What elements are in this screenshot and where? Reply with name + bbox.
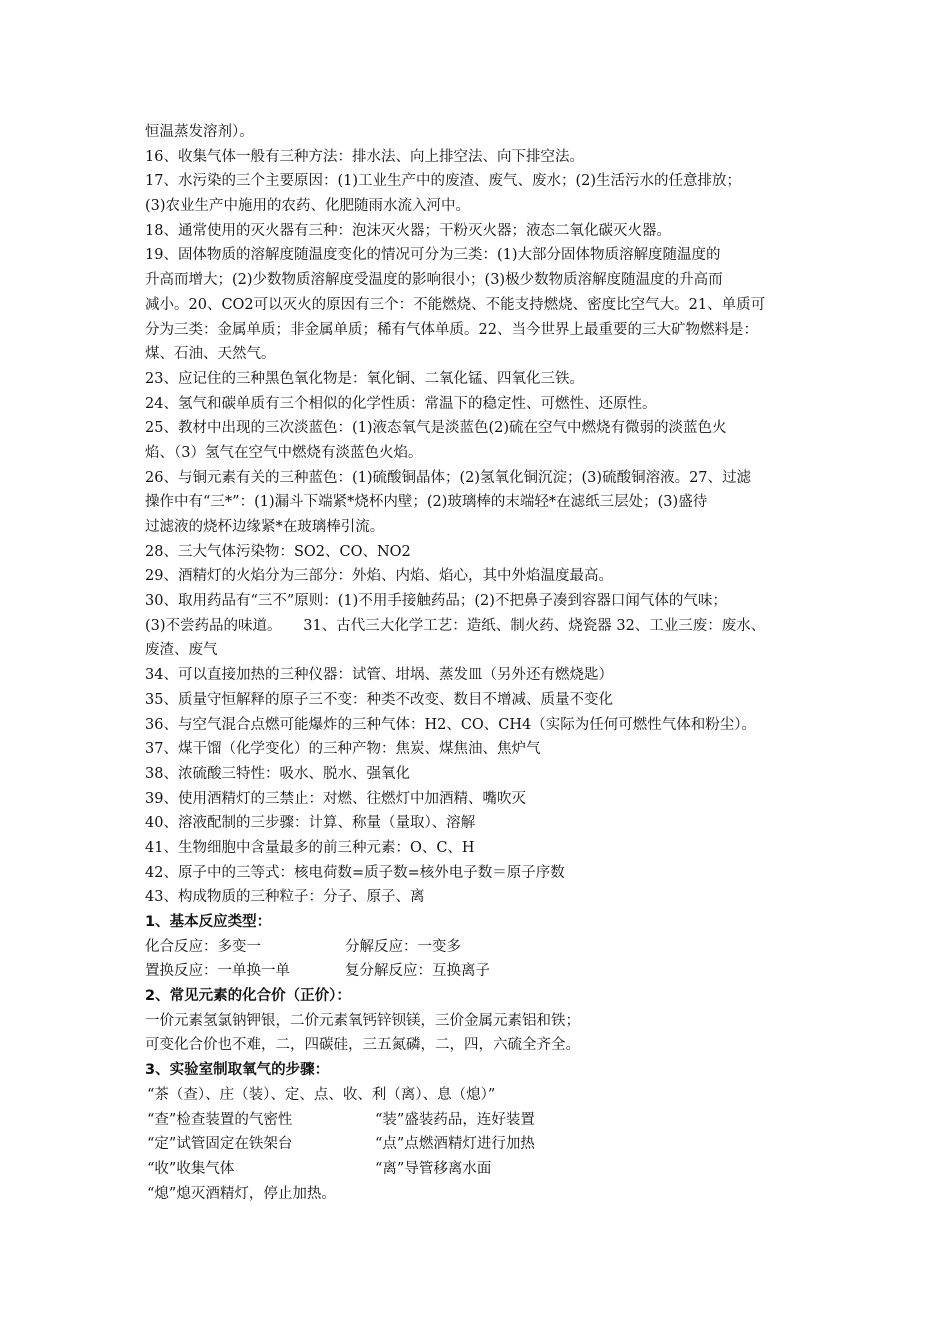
step-item: “装”盛装药品，连好装置 xyxy=(375,1111,535,1128)
text-line: 可变化合价也不难，二，四碳硅，三五氮磷，二，四，六硫全齐全。 xyxy=(145,1037,580,1054)
steps-summary: “茶（查）、庄（装）、定、点、收、利（离）、息（熄）” xyxy=(147,1086,496,1103)
text-line: 29、酒精灯的火焰分为三部分：外焰、内焰、焰心，其中外焰温度最高。 xyxy=(145,568,613,585)
text-line: 减小。20、CO2可以灭火的原因有三个：不能燃烧、不能支持燃烧、密度比空气大。21、单质可 xyxy=(145,296,766,313)
text-line: 一价元素氢氯钠钾银，二价元素氧钙锌钡镁，三价金属元素铝和铁； xyxy=(145,1012,580,1029)
body-text xyxy=(145,120,835,910)
step-item: “定”试管固定在铁架台 xyxy=(147,1136,293,1153)
text-line: 操作中有“三*”：(1)漏斗下端紧*烧杯内壁；(2)玻璃棒的末端轻*在滤纸三层处；(3)盛待 xyxy=(145,494,708,511)
text-line: 25、教材中出现的三次淡蓝色：(1)液态氧气是淡蓝色(2)硫在空气中燃烧有微弱的淡蓝色火 xyxy=(145,420,727,437)
text-line: 煤、石油、天然气。 xyxy=(145,346,276,363)
text-line: 28、三大气体污染物：SO2、CO、NO2 xyxy=(145,543,411,560)
text-line: 41、生物细胞中含量最多的前三种元素：O、C、H xyxy=(145,839,475,856)
text-line: 24、氢气和碳单质有三个相似的化学性质：常温下的稳定性、可燃性、还原性。 xyxy=(145,395,657,412)
document-page xyxy=(145,120,835,1206)
text-line: 35、质量守恒解释的原子三不变：种类不改变、数目不增减、质量不变化 xyxy=(145,691,613,708)
reaction-item: 置换反应：一单换一单 xyxy=(145,963,290,980)
text-line: 16、收集气体一般有三种方法：排水法、向上排空法、向下排空法。 xyxy=(145,148,584,165)
reaction-item: 化合反应：多变一 xyxy=(145,938,261,955)
text-line: 18、通常使用的灭火器有三种：泡沫灭火器；干粉灭火器；液态二氧化碳灭火器。 xyxy=(145,222,671,239)
section-reaction-types xyxy=(145,910,835,984)
step-item: “点”点燃酒精灯进行加热 xyxy=(375,1136,535,1153)
step-item: “查”检查装置的气密性 xyxy=(147,1111,293,1128)
text-line: 废渣、废气 xyxy=(145,642,218,659)
reaction-item: 复分解反应：互换离子 xyxy=(345,963,490,980)
text-line: 37、煤干馏（化学变化）的三种产物：焦炭、煤焦油、焦炉气 xyxy=(145,741,541,758)
step-row xyxy=(145,1132,835,1157)
text-line: 分为三类：金属单质；非金属单质；稀有气体单质。22、当今世界上最重要的三大矿物燃料是： xyxy=(145,321,758,338)
reaction-row xyxy=(145,959,835,984)
step-item: “离”导管移离水面 xyxy=(375,1160,492,1177)
reaction-item: 分解反应：一变多 xyxy=(345,938,461,955)
step-row xyxy=(145,1108,835,1133)
text-line: 42、原子中的三等式：核电荷数=质子数=核外电子数＝原子序数 xyxy=(145,864,565,881)
step-item: “熄”熄灭酒精灯，停止加热。 xyxy=(147,1185,336,1202)
section-heading: 2、常见元素的化合价（正价）： xyxy=(145,988,351,1005)
text-line: 26、与铜元素有关的三种蓝色：(1)硫酸铜晶体；(2)氢氧化铜沉淀；(3)硫酸铜溶液。27、过滤 xyxy=(145,469,752,486)
step-item: “收”收集气体 xyxy=(147,1160,235,1177)
text-line: 升高而增大；(2)少数物质溶解度受温度的影响很小；(3)极少数物质溶解度随温度的升高而 xyxy=(145,272,723,289)
text-line: 17、水污染的三个主要原因：(1)工业生产中的废渣、废气、废水；(2)生活污水的任意排放； xyxy=(145,173,742,190)
text-line: 23、应记住的三种黑色氧化物是：氧化铜、二氧化锰、四氧化三铁。 xyxy=(145,370,584,387)
section-heading: 1、基本反应类型： xyxy=(145,914,272,930)
text-line: (3)农业生产中施用的农药、化肥随雨水流入河中。 xyxy=(145,198,471,215)
text-line: 19、固体物质的溶解度随温度变化的情况可分为三类：(1)大部分固体物质溶解度随温度的 xyxy=(145,247,721,264)
text-line: 焰、（3）氢气在空气中燃烧有淡蓝色火焰。 xyxy=(145,444,423,461)
section-oxygen-steps xyxy=(145,1058,835,1206)
text-line: 39、使用酒精灯的三禁止：对燃、往燃灯中加酒精、嘴吹灭 xyxy=(145,790,526,807)
step-row xyxy=(145,1157,835,1182)
text-line: 30、取用药品有“三不”原则：(1)不用手接触药品；(2)不把鼻子凑到容器口闻气体的气味； xyxy=(145,593,727,610)
section-valence xyxy=(145,984,835,1058)
text-line: 38、浓硫酸三特性：吸水、脱水、强氧化 xyxy=(145,765,410,782)
reaction-row xyxy=(145,935,835,960)
text-line: 40、溶液配制的三步骤：计算、称量（量取）、溶解 xyxy=(145,815,476,832)
text-line: 34、可以直接加热的三种仪器：试管、坩埚、蒸发皿（另外还有燃烧匙） xyxy=(145,667,613,684)
text-line: (3)不尝药品的味道。 31、古代三大化学工艺：造纸、制火药、烧瓷器 32、工业三废：废水、 xyxy=(145,617,766,634)
text-line: 36、与空气混合点燃可能爆炸的三种气体：H2、CO、CH4（实际为任何可燃性气体和粉尘）。 xyxy=(145,716,757,733)
text-line: 过滤液的烧杯边缘紧*在玻璃棒引流。 xyxy=(145,519,385,535)
text-line: 43、构成物质的三种粒子：分子、原子、离 xyxy=(145,889,425,906)
section-heading: 3、实验室制取氧气的步骤： xyxy=(145,1062,330,1079)
text-line: 恒温蒸发溶剂）。 xyxy=(145,124,254,140)
